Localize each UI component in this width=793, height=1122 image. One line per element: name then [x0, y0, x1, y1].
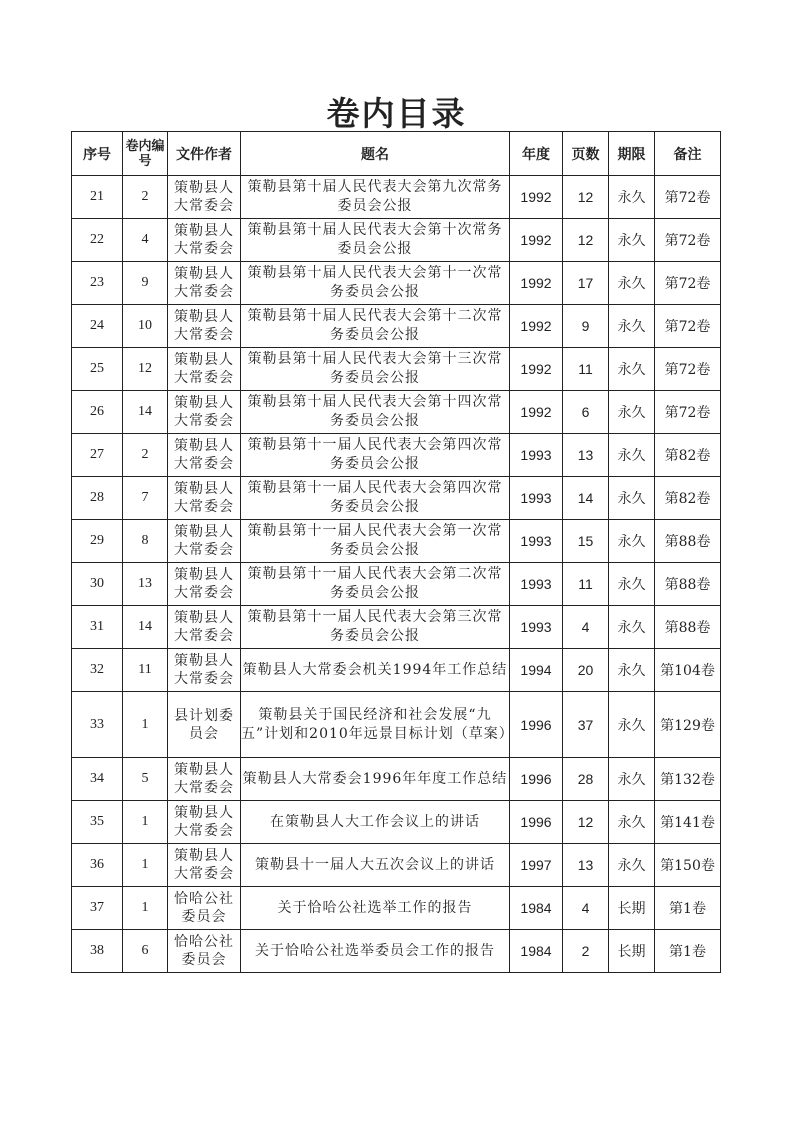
row-author: 策勒县人大常委会 — [168, 176, 241, 219]
row-seq: 26 — [72, 391, 123, 434]
row-vol-no: 2 — [123, 434, 168, 477]
row-pages: 17 — [563, 262, 609, 305]
row-author: 县计划委员会 — [168, 692, 241, 758]
row-period: 永久 — [609, 606, 655, 649]
row-year: 1996 — [510, 692, 563, 758]
row-vol-no: 7 — [123, 477, 168, 520]
row-seq: 34 — [72, 758, 123, 801]
row-seq: 30 — [72, 563, 123, 606]
row-author: 策勒县人大常委会 — [168, 305, 241, 348]
row-author: 策勒县人大常委会 — [168, 262, 241, 305]
row-subject: 策勒县第十一届人民代表大会第四次常务委员会公报 — [241, 477, 510, 520]
row-vol-no: 13 — [123, 563, 168, 606]
row-pages: 11 — [563, 348, 609, 391]
row-year: 1992 — [510, 262, 563, 305]
row-vol-no: 5 — [123, 758, 168, 801]
catalog-table — [71, 131, 721, 973]
row-author: 恰哈公社委员会 — [168, 887, 241, 930]
row-subject: 策勒县第十一届人民代表大会第三次常务委员会公报 — [241, 606, 510, 649]
row-note: 第88卷 — [655, 563, 721, 606]
table-row — [72, 844, 721, 887]
row-vol-no: 8 — [123, 520, 168, 563]
row-subject: 策勒县第十一届人民代表大会第一次常务委员会公报 — [241, 520, 510, 563]
table-row — [72, 219, 721, 262]
row-subject: 策勒县第十届人民代表大会第十次常务委员会公报 — [241, 219, 510, 262]
row-period: 永久 — [609, 563, 655, 606]
row-period: 永久 — [609, 305, 655, 348]
row-seq: 35 — [72, 801, 123, 844]
table-row — [72, 348, 721, 391]
table-row — [72, 391, 721, 434]
row-note: 第88卷 — [655, 606, 721, 649]
row-author: 策勒县人大常委会 — [168, 477, 241, 520]
row-year: 1993 — [510, 606, 563, 649]
table-row — [72, 801, 721, 844]
row-note: 第150卷 — [655, 844, 721, 887]
row-year: 1992 — [510, 176, 563, 219]
row-period: 永久 — [609, 801, 655, 844]
row-pages: 28 — [563, 758, 609, 801]
row-pages: 4 — [563, 606, 609, 649]
row-year: 1997 — [510, 844, 563, 887]
row-vol-no: 6 — [123, 930, 168, 973]
row-period: 永久 — [609, 692, 655, 758]
row-note: 第72卷 — [655, 176, 721, 219]
row-period: 永久 — [609, 391, 655, 434]
row-vol-no: 9 — [123, 262, 168, 305]
row-author: 恰哈公社委员会 — [168, 930, 241, 973]
row-seq: 33 — [72, 692, 123, 758]
row-subject: 在策勒县人大工作会议上的讲话 — [241, 801, 510, 844]
row-note: 第88卷 — [655, 520, 721, 563]
row-year: 1992 — [510, 305, 563, 348]
row-subject: 策勒县第十届人民代表大会第十四次常务委员会公报 — [241, 391, 510, 434]
row-author: 策勒县人大常委会 — [168, 649, 241, 692]
row-seq: 36 — [72, 844, 123, 887]
row-vol-no: 1 — [123, 844, 168, 887]
table-row — [72, 520, 721, 563]
row-pages: 12 — [563, 801, 609, 844]
header-seq: 序号 — [72, 132, 123, 176]
row-author: 策勒县人大常委会 — [168, 563, 241, 606]
row-note: 第72卷 — [655, 219, 721, 262]
row-seq: 37 — [72, 887, 123, 930]
table-row — [72, 887, 721, 930]
row-note: 第82卷 — [655, 434, 721, 477]
row-note: 第141卷 — [655, 801, 721, 844]
row-pages: 37 — [563, 692, 609, 758]
table-row — [72, 477, 721, 520]
row-period: 永久 — [609, 262, 655, 305]
row-author: 策勒县人大常委会 — [168, 606, 241, 649]
row-vol-no: 1 — [123, 887, 168, 930]
row-note: 第132卷 — [655, 758, 721, 801]
row-note: 第72卷 — [655, 262, 721, 305]
row-pages: 15 — [563, 520, 609, 563]
row-vol-no: 1 — [123, 801, 168, 844]
table-row — [72, 563, 721, 606]
row-year: 1992 — [510, 219, 563, 262]
row-note: 第104卷 — [655, 649, 721, 692]
row-pages: 6 — [563, 391, 609, 434]
row-period: 永久 — [609, 348, 655, 391]
table-row — [72, 649, 721, 692]
row-period: 长期 — [609, 930, 655, 973]
row-seq: 32 — [72, 649, 123, 692]
row-vol-no: 1 — [123, 692, 168, 758]
row-seq: 38 — [72, 930, 123, 973]
row-author: 策勒县人大常委会 — [168, 391, 241, 434]
row-vol-no: 14 — [123, 391, 168, 434]
row-pages: 12 — [563, 176, 609, 219]
header-pages: 页数 — [563, 132, 609, 176]
row-note: 第129卷 — [655, 692, 721, 758]
row-note: 第72卷 — [655, 391, 721, 434]
row-vol-no: 12 — [123, 348, 168, 391]
row-period: 永久 — [609, 758, 655, 801]
row-pages: 11 — [563, 563, 609, 606]
row-author: 策勒县人大常委会 — [168, 801, 241, 844]
row-subject: 策勒县人大常委会机关1994年工作总结 — [241, 649, 510, 692]
row-author: 策勒县人大常委会 — [168, 219, 241, 262]
page-title: 卷内目录 — [326, 94, 467, 133]
row-pages: 20 — [563, 649, 609, 692]
row-vol-no: 4 — [123, 219, 168, 262]
row-year: 1996 — [510, 758, 563, 801]
row-year: 1993 — [510, 520, 563, 563]
header-vol-no: 卷内编号 — [123, 132, 168, 176]
row-period: 永久 — [609, 176, 655, 219]
row-subject: 策勒县关于国民经济和社会发展“九五”计划和2010年远景目标计划（草案） — [241, 692, 510, 758]
row-year: 1994 — [510, 649, 563, 692]
row-vol-no: 14 — [123, 606, 168, 649]
table-row — [72, 606, 721, 649]
row-note: 第72卷 — [655, 348, 721, 391]
row-subject: 策勒县十一届人大五次会议上的讲话 — [241, 844, 510, 887]
row-note: 第1卷 — [655, 887, 721, 930]
row-note: 第82卷 — [655, 477, 721, 520]
table-row — [72, 930, 721, 973]
row-year: 1984 — [510, 930, 563, 973]
row-year: 1993 — [510, 477, 563, 520]
row-year: 1984 — [510, 887, 563, 930]
table-row — [72, 758, 721, 801]
row-pages: 13 — [563, 434, 609, 477]
row-subject: 关于恰哈公社选举委员会工作的报告 — [241, 930, 510, 973]
row-seq: 23 — [72, 262, 123, 305]
row-period: 永久 — [609, 844, 655, 887]
row-period: 永久 — [609, 649, 655, 692]
row-author: 策勒县人大常委会 — [168, 758, 241, 801]
row-period: 永久 — [609, 477, 655, 520]
row-year: 1993 — [510, 563, 563, 606]
row-author: 策勒县人大常委会 — [168, 348, 241, 391]
row-period: 永久 — [609, 520, 655, 563]
table-row — [72, 305, 721, 348]
row-subject: 策勒县第十届人民代表大会第十三次常务委员会公报 — [241, 348, 510, 391]
row-author: 策勒县人大常委会 — [168, 434, 241, 477]
row-note: 第72卷 — [655, 305, 721, 348]
table-row — [72, 692, 721, 758]
row-year: 1996 — [510, 801, 563, 844]
row-author: 策勒县人大常委会 — [168, 520, 241, 563]
header-year: 年度 — [510, 132, 563, 176]
table-row — [72, 434, 721, 477]
table-row — [72, 176, 721, 219]
row-subject: 策勒县第十届人民代表大会第十一次常务委员会公报 — [241, 262, 510, 305]
row-subject: 策勒县第十一届人民代表大会第四次常务委员会公报 — [241, 434, 510, 477]
row-pages: 14 — [563, 477, 609, 520]
row-seq: 21 — [72, 176, 123, 219]
header-period: 期限 — [609, 132, 655, 176]
row-subject: 关于恰哈公社选举工作的报告 — [241, 887, 510, 930]
header-author: 文件作者 — [168, 132, 241, 176]
row-seq: 29 — [72, 520, 123, 563]
row-seq: 28 — [72, 477, 123, 520]
row-vol-no: 10 — [123, 305, 168, 348]
row-seq: 31 — [72, 606, 123, 649]
row-pages: 13 — [563, 844, 609, 887]
row-subject: 策勒县人大常委会1996年年度工作总结 — [241, 758, 510, 801]
row-seq: 22 — [72, 219, 123, 262]
row-subject: 策勒县第十一届人民代表大会第二次常务委员会公报 — [241, 563, 510, 606]
row-vol-no: 11 — [123, 649, 168, 692]
row-author: 策勒县人大常委会 — [168, 844, 241, 887]
table-row — [72, 262, 721, 305]
row-pages: 4 — [563, 887, 609, 930]
row-period: 永久 — [609, 434, 655, 477]
row-seq: 24 — [72, 305, 123, 348]
row-period: 长期 — [609, 887, 655, 930]
row-year: 1992 — [510, 391, 563, 434]
row-note: 第1卷 — [655, 930, 721, 973]
row-pages: 2 — [563, 930, 609, 973]
row-pages: 9 — [563, 305, 609, 348]
row-subject: 策勒县第十届人民代表大会第十二次常务委员会公报 — [241, 305, 510, 348]
row-year: 1992 — [510, 348, 563, 391]
row-subject: 策勒县第十届人民代表大会第九次常务委员会公报 — [241, 176, 510, 219]
row-year: 1993 — [510, 434, 563, 477]
row-seq: 25 — [72, 348, 123, 391]
row-seq: 27 — [72, 434, 123, 477]
header-note: 备注 — [655, 132, 721, 176]
row-period: 永久 — [609, 219, 655, 262]
row-pages: 12 — [563, 219, 609, 262]
table-header-row — [72, 132, 721, 176]
row-vol-no: 2 — [123, 176, 168, 219]
header-subject: 题名 — [241, 132, 510, 176]
